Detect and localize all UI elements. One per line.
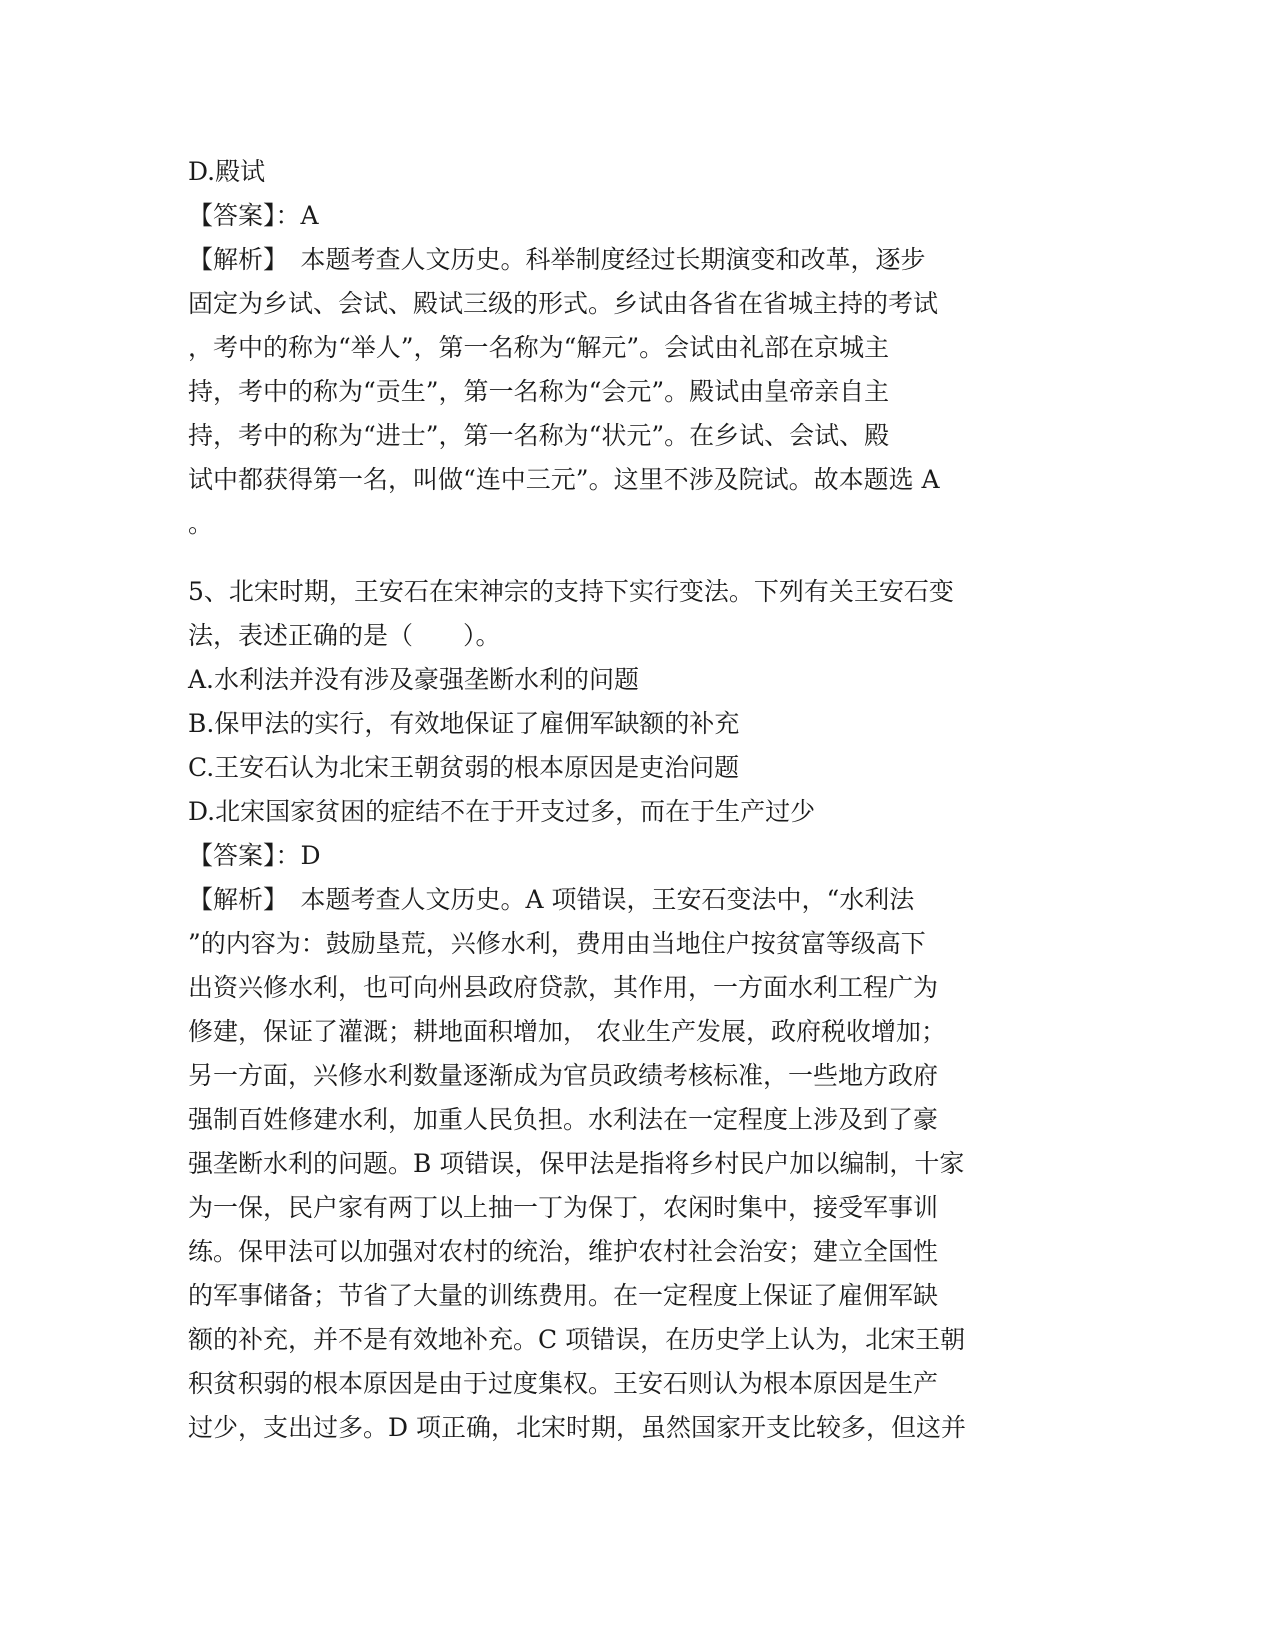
explanation-line: 持，考中的称为“进士”，第一名称为“状元”。在乡试、会试、殿 — [188, 421, 890, 450]
explanation-line: 过少，支出过多。D 项正确，北宋时期，虽然国家开支比较多，但这并 — [188, 1413, 966, 1442]
explanation-line: 持，考中的称为“贡生”，第一名称为“会元”。殿试由皇帝亲自主 — [188, 377, 890, 406]
q4-explanation — [188, 238, 1078, 546]
explanation-line: 出资兴修水利，也可向州县政府贷款，其作用，一方面水利工程广为 — [188, 973, 939, 1002]
explanation-line: 为一保，民户家有两丁以上抽一丁为保丁，农闲时集中，接受军事训 — [188, 1193, 939, 1222]
q5-answer: 【答案】：D — [188, 841, 321, 870]
explanation-line: 另一方面，兴修水利数量逐渐成为官员政绩考核标准，一些地方政府 — [188, 1061, 939, 1090]
document-body — [188, 150, 1078, 1450]
q4-answer: 【答案】：A — [188, 201, 319, 230]
explanation-line: ”的内容为：鼓励垦荒，兴修水利，费用由当地住户按贫富等级高下 — [188, 929, 926, 958]
q5-option-b: B.保甲法的实行，有效地保证了雇佣军缺额的补充 — [188, 709, 740, 738]
explanation-line: 积贫积弱的根本原因是由于过度集权。王安石则认为根本原因是生产 — [188, 1369, 939, 1398]
q5-option-a: A.水利法并没有涉及豪强垄断水利的问题 — [188, 665, 640, 694]
explanation-line: 强制百姓修建水利，加重人民负担。水利法在一定程度上涉及到了豪 — [188, 1105, 939, 1134]
question-stem-line: 5、北宋时期，王安石在宋神宗的支持下实行变法。下列有关王安石变 — [188, 577, 954, 606]
explanation-line: 强垄断水利的问题。B 项错误，保甲法是指将乡村民户加以编制，十家 — [188, 1149, 965, 1178]
explanation-line: 练。保甲法可以加强对农村的统治，维护农村社会治安；建立全国性 — [188, 1237, 939, 1266]
explanation-line: 修建，保证了灌溉；耕地面积增加， 农业生产发展，政府税收增加； — [188, 1017, 946, 1046]
explanation-line: 。 — [188, 509, 214, 538]
explanation-line: 试中都获得第一名，叫做“连中三元”。这里不涉及院试。故本题选 A — [188, 465, 940, 494]
q5-stem — [188, 570, 1078, 658]
question-gap — [188, 546, 1078, 570]
explanation-line: 【解析】 本题考查人文历史。科举制度经过长期演变和改革，逐步 — [188, 245, 926, 274]
q4-option-d: D.殿试 — [188, 157, 266, 186]
q5-options — [188, 658, 1078, 834]
explanation-line: ，考中的称为“举人”，第一名称为“解元”。会试由礼部在京城主 — [188, 333, 890, 362]
explanation-line: 【解析】 本题考查人文历史。A 项错误，王安石变法中，“水利法 — [188, 885, 915, 914]
q5-option-d: D.北宋国家贫困的症结不在于开支过多，而在于生产过少 — [188, 797, 816, 826]
explanation-line: 额的补充，并不是有效地补充。C 项错误，在历史学上认为，北宋王朝 — [188, 1325, 966, 1354]
q5-option-c: C.王安石认为北宋王朝贫弱的根本原因是吏治问题 — [188, 753, 740, 782]
explanation-line: 的军事储备；节省了大量的训练费用。在一定程度上保证了雇佣军缺 — [188, 1281, 939, 1310]
question-stem-line: 法，表述正确的是（ ）。 — [188, 621, 501, 650]
q5-explanation — [188, 878, 1078, 1450]
explanation-line: 固定为乡试、会试、殿试三级的形式。乡试由各省在省城主持的考试 — [188, 289, 939, 318]
